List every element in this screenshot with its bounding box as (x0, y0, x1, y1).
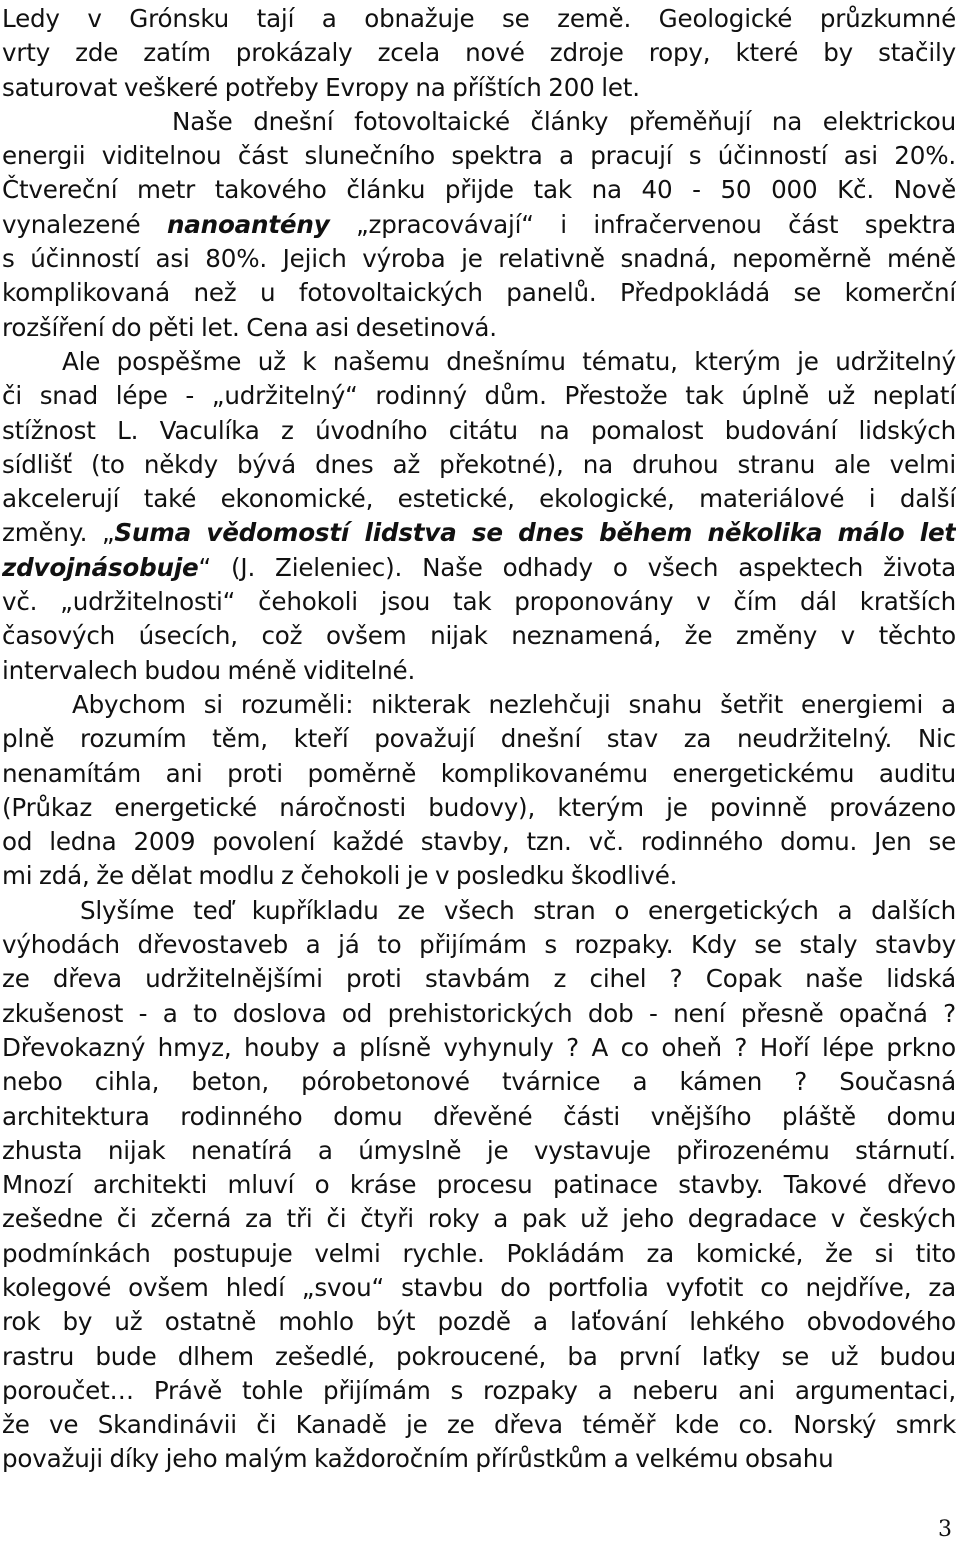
text-line: plně rozumím těm, kteří považují dnešní stav za neudržitelný. Nic (2, 724, 956, 754)
text-line: rok by už ostatně mohlo být pozdě a laťování lehkého obvodového (2, 1307, 956, 1337)
emphasis-text: nanoantény (166, 209, 330, 239)
text-line: vrty zde zatím prokázaly zcela nové zdroje ropy, které by stačily (2, 38, 956, 68)
text-line: rozšíření do pěti let. Cena asi desetinová. (2, 312, 497, 342)
emphasis-text: zdvojnásobuje (2, 552, 199, 582)
text-line: či snad lépe - „udržitelný“ rodinný dům. Přestože tak úplně už neplatí (2, 381, 956, 411)
text-line: že ve Skandinávii či Kanadě je ze dřeva téměř kde co. Norský smrk (2, 1410, 956, 1440)
text-line: zhusta nijak nenatírá a úmyslně je vystavuje přirozenému stárnutí. (2, 1135, 956, 1165)
text-line: akcelerují také ekonomické, estetické, ekologické, materiálové i další (2, 484, 956, 514)
text-line: Dřevokazný hmyz, houby a plísně vyhynuly ? A co oheň ? Hoří lépe prkno (2, 1032, 956, 1062)
text-line: výhodách dřevostaveb a já to přijímám s rozpaky. Kdy se staly stavby (2, 930, 956, 960)
text-line: energii viditelnou část slunečního spektra a pracují s účinností asi 20%. (2, 141, 956, 171)
text-line: Ale pospěšme už k našemu dnešnímu tématu, kterým je udržitelný (62, 346, 956, 376)
text-line: podmínkách postupuje velmi rychle. Pokládám za komické, že si tito (2, 1238, 956, 1268)
text-line: rastru bude dlhem zešedlé, pokroucené, ba první laťky se už budou (2, 1341, 956, 1371)
text-line: Čtvereční metr takového článku přijde tak na 40 - 50 000 Kč. Nově (2, 175, 956, 205)
text-line: nebo cihla, beton, pórobetonové tvárnice a kámen ? Současná (2, 1067, 956, 1097)
text-line: komplikovaná než u fotovoltaických panelů. Předpokládá se komerční (2, 278, 956, 308)
text-line: saturovat veškeré potřeby Evropy na příštích 200 let. (2, 72, 640, 102)
text-line: intervalech budou méně viditelné. (2, 655, 416, 685)
text-line: od ledna 2009 povolení každé stavby, tzn. vč. rodinného domu. Jen se (2, 827, 956, 857)
emphasis-text: Suma vědomostí lidstva se dnes během několika málo let (114, 518, 956, 548)
text-line: časových úsecích, což ovšem nijak neznamená, že změny v těchto (2, 621, 956, 651)
text-line: považuji díky jeho malým každoročním přírůstkům a velkému obsahu (2, 1444, 834, 1474)
text-line: Abychom si rozuměli: nikterak nezlehčuji snahu šetřit energiemi a (72, 689, 956, 719)
text-line: (Průkaz energetické náročnosti budovy), kterým je povinně provázeno (2, 792, 956, 822)
text-line: zkušenost - a to doslova od prehistorických dob - není přesně opačná ? (2, 998, 956, 1028)
text-line: architektura rodinného domu dřevěné části vnějšího pláště domu (2, 1101, 956, 1131)
text-line: zešedne či zčerná za tři či čtyři roky a pak už jeho degradace v českých (2, 1204, 956, 1234)
text-line: Mnozí architekti mluví o kráse procesu patinace stavby. Takové dřevo (2, 1170, 956, 1200)
text-line: vynalezené nanoantény „zpracovávají“ i infračervenou část spektra (2, 209, 956, 239)
text-line: sídlišť (to někdy bývá dnes až překotné), na druhou stranu ale velmi (2, 449, 956, 479)
text-line: změny. „Suma vědomostí lidstva se dnes během několika málo let (2, 518, 956, 548)
text-line: Ledy v Grónsku tají a obnažuje se země. Geologické průzkumné (2, 4, 956, 33)
text-line: stížnost L. Vaculíka z úvodního citátu na pomalost budování lidských (2, 415, 956, 445)
text-line: poroučet… Právě tohle přijímám s rozpaky a neberu ani argumentaci, (2, 1375, 956, 1405)
body-text (2, 2, 956, 1477)
text-line: kolegové ovšem hledí „svou“ stavbu do portfolia vyfotit co nejdříve, za (2, 1272, 956, 1302)
text-line: Slyšíme teď kupříkladu ze všech stran o energetických a dalších (80, 895, 956, 925)
text-line: ze dřeva udržitelnějšími proti stavbám z cihel ? Copak naše lidská (2, 964, 956, 994)
text-line: nenamítám ani proti poměrně komplikovanému energetickému auditu (2, 758, 956, 788)
text-line: mi zdá, že dělat modlu z čehokoli je v posledku škodlivé. (2, 861, 678, 891)
page-number: 3 (938, 1517, 952, 1542)
text-line: vč. „udržitelnosti“ čehokoli jsou tak proponovány v čím dál kratších (2, 587, 956, 617)
text-line: zdvojnásobuje“ (J. Zieleniec). Naše odhady o všech aspektech života (2, 552, 956, 582)
text-line: s účinností asi 80%. Jejich výroba je relativně snadná, nepoměrně méně (2, 244, 956, 274)
text-line: Naše dnešní fotovoltaické články přeměňují na elektrickou (172, 106, 956, 136)
